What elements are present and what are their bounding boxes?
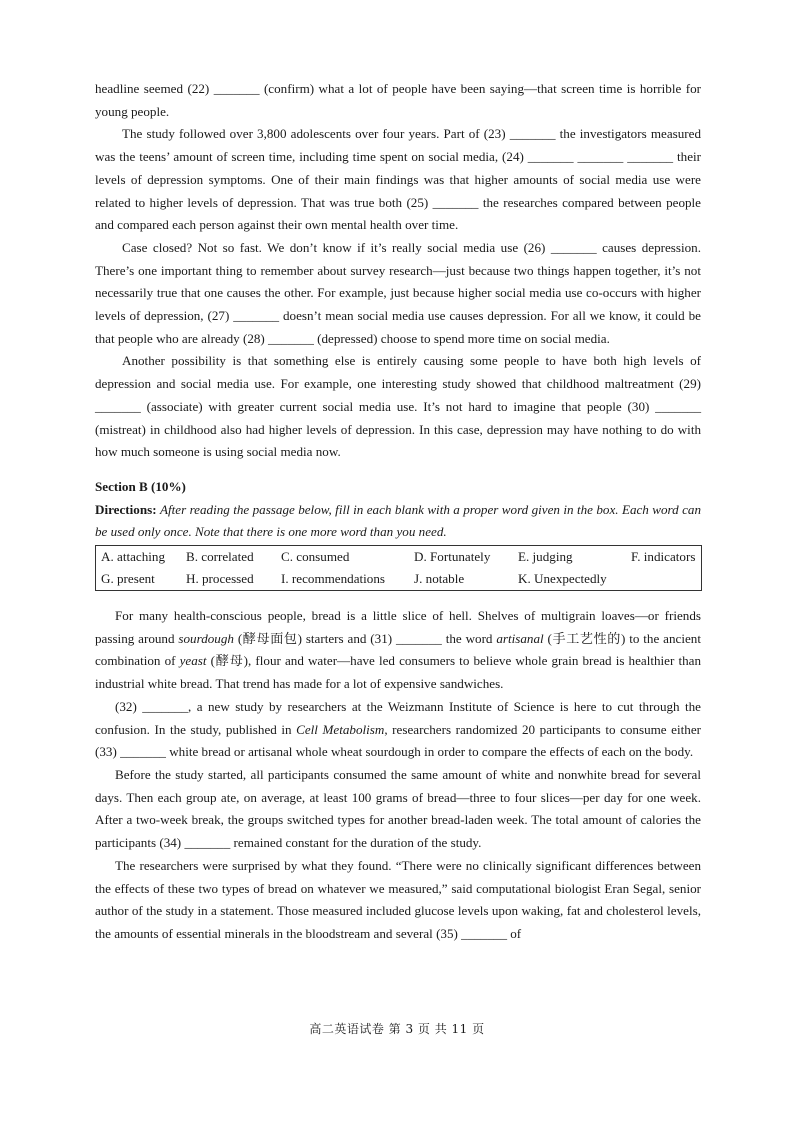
- passage-paragraph: Another possibility is that something else is entirely causing some people to have both high levels of depression and social media use. For example, one interesting study showed that childhood maltreatment (29) _______ (associate) with greater current social media use. It’s not hard to imagine that people (30) _______ (mistreat) in childhood also had higher levels of depression. In this case, depression may have nothing to do with how much someone is using social media now.: [95, 353, 701, 460]
- text-run-italic: Cell Metabolism: [296, 721, 385, 737]
- word-option: A. attaching: [101, 549, 165, 565]
- word-box-row: [96, 546, 702, 569]
- section-b-heading: Section B (10%): [95, 478, 186, 494]
- text-run: For many health-conscious people, bread is a little slice of hell. Shelves of multigrain loaves—or friends passing around: [95, 608, 701, 646]
- word-option: G. present: [101, 571, 155, 587]
- word-option: E. judging: [518, 549, 573, 565]
- word-option: I. recommendations: [281, 571, 385, 587]
- word-option: D. Fortunately: [414, 549, 491, 565]
- section-b: [95, 476, 701, 946]
- section-b-directions: [95, 499, 701, 544]
- word-option: H. processed: [186, 571, 254, 587]
- word-box: [95, 545, 702, 591]
- word-option: J. notable: [414, 571, 465, 587]
- word-option: K. Unexpectedly: [518, 571, 607, 587]
- passage-paragraph: headline seemed (22) _______ (confirm) what a lot of people have been saying—that screen time is horrible for young people.: [95, 81, 701, 119]
- exam-page: [95, 78, 701, 946]
- text-run-italic: sourdough: [178, 630, 234, 646]
- word-box-row: [96, 568, 702, 591]
- word-option: F. indicators: [631, 549, 696, 565]
- passage-paragraph: [95, 605, 701, 696]
- passage-paragraph: Case closed? Not so fast. We don’t know if it’s really social media use (26) _______ causes depression. There’s one important thing to remember about survey research—just because two things happen together, it’s not necessarily true that one causes the other. For example, just because higher social media use co-occurs with higher levels of depression, (27) _______ doesn’t mean social media use causes depression. For all we know, it could be that people who are already (28) _______ (depressed) choose to spend more time on social media.: [95, 239, 701, 346]
- text-run: (酵母), flour and water—have led consumers to believe whole grain bread is healthier than industrial white bread. That trend has made for a lot of expensive sandwiches.: [95, 653, 701, 692]
- text-run: (酵母面包) starters and (31) _______ the word: [233, 630, 497, 646]
- passage-paragraph: Before the study started, all participants consumed the same amount of white and nonwhite bread for several days. Then each group ate, on average, at least 100 grams of bread—three to four slices—per day for one week. After a two-week break, the groups switched types for another bread-laden week. The total amount of calories the participants (34) _______ remained constant for the duration of the study.: [95, 766, 701, 851]
- text-run: , researchers randomized 20 participants to consume either (33) _______ white bread or artisanal whole wheat sourdough in order to compare the effects of each on the body.: [95, 721, 701, 760]
- section-b-passage: [95, 605, 701, 946]
- passage-paragraph: The study followed over 3,800 adolescents over four years. Part of (23) _______ the investigators measured was the teens’ amount of screen time, including time spent on social media, (24) _______ _______ _______ their levels of depression symptoms. One of their main findings was that higher amounts of social media use were related to higher levels of depression. That was true both (25) _______ the researches compared between people and compared each person against their own mental health over time.: [95, 126, 701, 233]
- word-option: B. correlated: [186, 549, 254, 565]
- passage-paragraph: The researchers were surprised by what they found. “There were no clinically significant differences between the effects of these two types of bread on whatever we measured,” said computational biologist Eran Segal, senior author of the study in a statement. Those measured included glucose levels upon waking, fat and cholesterol levels, the amounts of essential minerals in the bloodstream and several (35) _______ of: [95, 857, 701, 941]
- word-option: [626, 568, 702, 591]
- directions-text: After reading the passage below, fill in each blank with a proper word given in the box. Each word can be used only once. Note that there is one more word than you need.: [95, 501, 701, 540]
- section-gap: [95, 464, 701, 476]
- passage-paragraph: [95, 696, 701, 764]
- directions-label: Directions:: [95, 501, 157, 517]
- text-run-italic: yeast: [179, 653, 207, 669]
- text-run: (32) _______, a new study by researchers at the Weizmann Institute of Science is here to cut through the confusion. In the study, published in: [95, 698, 701, 737]
- section-a-passage: [95, 78, 701, 464]
- text-run: (手工艺性的) to the ancient combination of: [95, 630, 701, 669]
- page-footer: 高二英语试卷 第 3 页 共 11 页: [309, 1022, 485, 1036]
- word-option: C. consumed: [281, 549, 350, 565]
- text-run-italic: artisanal: [496, 630, 544, 646]
